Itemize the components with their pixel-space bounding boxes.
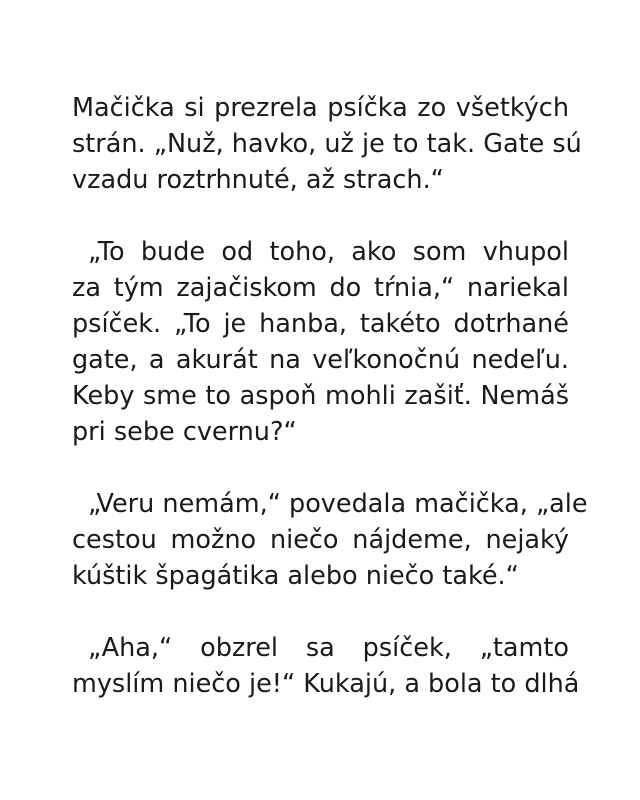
text-line: cestou možno niečo nájdeme, nejaký — [72, 525, 569, 555]
paragraph-2 — [72, 234, 569, 450]
text-line: Mačička si prezrela psíčka zo všetkých — [72, 93, 569, 123]
paragraph-1 — [72, 90, 582, 198]
text-line: „Veru nemám,“ povedala mačička, „ale — [88, 489, 588, 519]
text-line: psíček. „To je hanba, takéto dotrhané — [72, 309, 569, 339]
text-line: gate, a akurát na veľkonočnú nedeľu. — [72, 345, 569, 375]
text-line: „To bude od toho, ako som vhupol — [88, 237, 569, 267]
paragraph-3 — [72, 486, 588, 594]
text-line: za tým zajačiskom do tŕnia,“ nariekal — [72, 273, 569, 303]
text-line: pri sebe cvernu?“ — [72, 417, 297, 447]
text-line: Keby sme to aspoň mohli zašiť. Nemáš — [72, 381, 569, 411]
text-line: vzadu roztrhnuté, až strach.“ — [72, 165, 444, 195]
text-line: „Aha,“ obzrel sa psíček, „tamto — [88, 633, 569, 663]
book-page — [72, 90, 588, 702]
text-line: kúštik špagátika alebo niečo také.“ — [72, 561, 519, 591]
paragraph-4 — [72, 630, 580, 702]
text-line: strán. „Nuž, havko, už je to tak. Gate sú — [72, 129, 582, 159]
text-line: myslím niečo je!“ Kukajú, a bola to dlhá — [72, 669, 580, 699]
